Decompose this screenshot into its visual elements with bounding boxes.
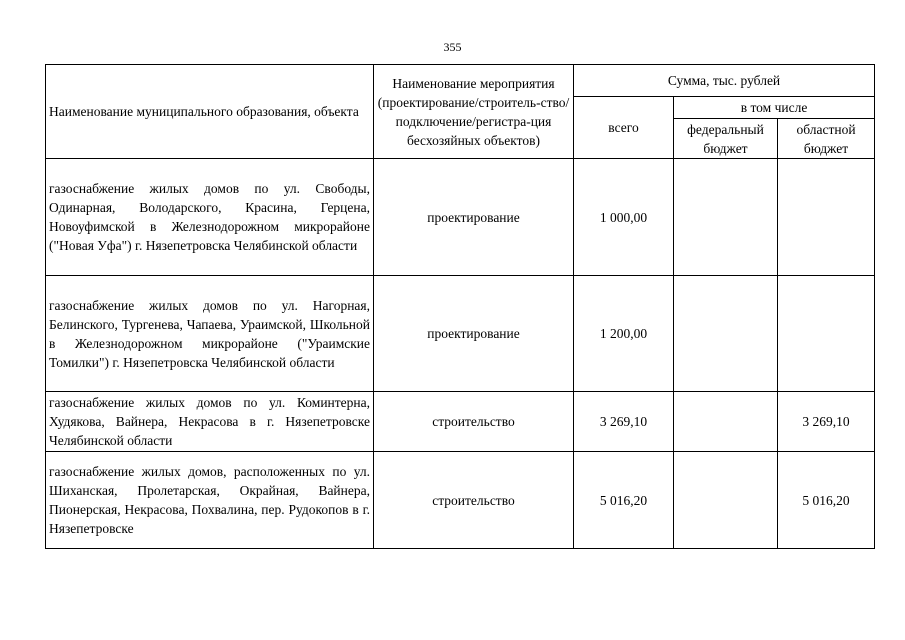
row-name: газоснабжение жилых домов по ул. Свободы, Одинарная, Володарского, Красина, Герцена, Новоуфимской в Железнодорожном микрорайоне ("Новая Уфа") г. Нязепетровска Челябинской области [46, 159, 374, 276]
row-total: 3 269,10 [574, 392, 674, 452]
row-federal [674, 392, 778, 452]
funding-table [45, 64, 875, 549]
row-federal [674, 159, 778, 276]
header-sum: Сумма, тыс. рублей [574, 65, 875, 97]
header-including: в том числе [674, 97, 875, 119]
header-activity: Наименование мероприятия (проектирование/строитель-ство/подключение/регистра-ция бесхозяйных объектов) [374, 65, 574, 159]
row-regional [778, 276, 875, 392]
row-regional: 3 269,10 [778, 392, 875, 452]
table-row [46, 452, 875, 549]
row-name: газоснабжение жилых домов по ул. Нагорная, Белинского, Тургенева, Чапаева, Ураимской, Школьной в Железнодорожном микрорайоне ("Ураимские Томилки") г. Нязепетровска Челябинской области [46, 276, 374, 392]
row-activity: строительство [374, 452, 574, 549]
header-name: Наименование муниципального образования, объекта [46, 65, 374, 159]
row-name: газоснабжение жилых домов, расположенных по ул. Шиханская, Пролетарская, Окрайная, Вайнера, Пионерская, Некрасова, Похвалина, пер. Рудокопов в г. Нязепетровске [46, 452, 374, 549]
header-federal: федеральный бюджет [674, 119, 778, 159]
row-name: газоснабжение жилых домов по ул. Коминтерна, Худякова, Вайнера, Некрасова в г. Нязепетровске Челябинской области [46, 392, 374, 452]
page-number: 355 [443, 40, 462, 54]
table-row [46, 276, 875, 392]
row-regional [778, 159, 875, 276]
table-row [46, 392, 875, 452]
row-total: 1 000,00 [574, 159, 674, 276]
row-federal [674, 276, 778, 392]
row-total: 1 200,00 [574, 276, 674, 392]
table-row [46, 159, 875, 276]
row-activity: проектирование [374, 276, 574, 392]
row-federal [674, 452, 778, 549]
row-regional: 5 016,20 [778, 452, 875, 549]
header-regional: областной бюджет [778, 119, 875, 159]
header-total: всего [574, 97, 674, 159]
row-activity: строительство [374, 392, 574, 452]
row-activity: проектирование [374, 159, 574, 276]
row-total: 5 016,20 [574, 452, 674, 549]
